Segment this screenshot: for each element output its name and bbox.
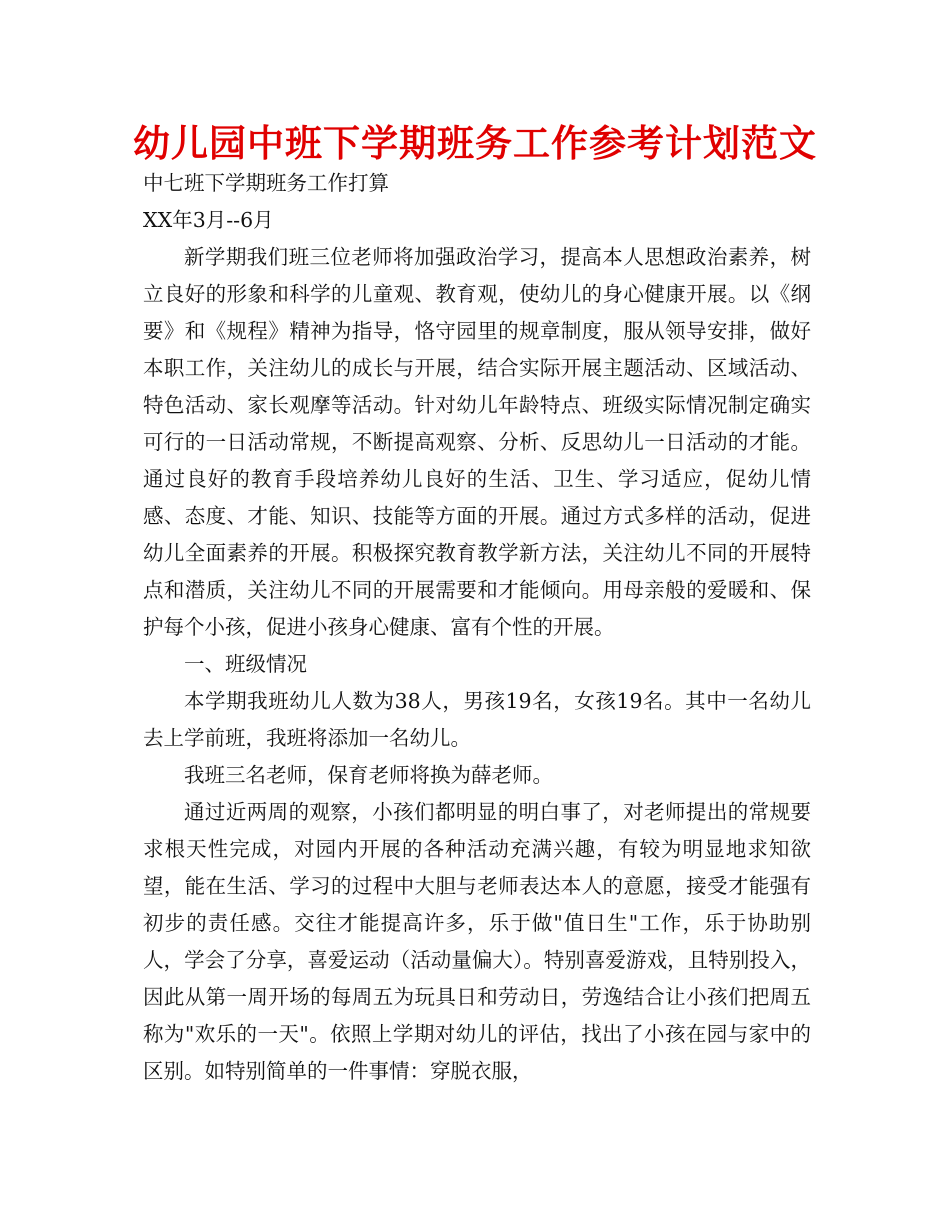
paragraph-observation: 通过近两周的观察，小孩们都明显的明白事了，对老师提出的常规要求根天性完成，对园内开展的各种活动充满兴趣，有较为明显地求知欲望，能在生活、学习的过程中大胆与老师表达本人的意愿，接受才能强有初步的责任感。交往才能提高许多，乐于做"值日生"工作，乐于协助别人，学会了分享，喜爱运动（活动量偏大）。特别喜爱游戏，且特别投入，因此从第一周开场的每周五为玩具日和劳动日，劳逸结合让小孩们把周五称为"欢乐的一天"。依照上学期对幼儿的评估，找出了小孩在园与家中的区别。如特别简单的一件事情：穿脱衣服， — [143, 800, 811, 1083]
paragraph-teachers: 我班三名老师，保育老师将换为薛老师。 — [184, 763, 553, 787]
document-subtitle: 中七班下学期班务工作打算 — [143, 171, 389, 195]
document-title: 幼儿园中班下学期班务工作参考计划范文 — [133, 122, 817, 165]
document-body — [143, 165, 811, 1090]
paragraph-intro: 新学期我们班三位老师将加强政治学习，提高本人思想政治素养，树立良好的形象和科学的儿童观、教育观，使幼儿的身心健康开展。以《纲要》和《规程》精神为指导，恪守园里的规章制度，服从领导安排，做好本职工作，关注幼儿的成长与开展，结合实际开展主题活动、区域活动、特色活动、家长观摩等活动。针对幼儿年龄特点、班级实际情况制定确实可行的一日活动常规，不断提高观察、分析、反思幼儿一日活动的才能。通过良好的教育手段培养幼儿良好的生活、卫生、学习适应，促幼儿情感、态度、才能、知识、技能等方面的开展。通过方式多样的活动，促进幼儿全面素养的开展。积极探究教育教学新方法，关注幼儿不同的开展特点和潜质，关注幼儿不同的开展需要和才能倾向。用母亲般的爱暖和、保护每个小孩，促进小孩身心健康、富有个性的开展。 — [143, 245, 811, 639]
paragraph-class-size: 本学期我班幼儿人数为38人，男孩19名，女孩19名。其中一名幼儿去上学前班，我班将添加一名幼儿。 — [143, 689, 811, 750]
section-heading-class-situation: 一、班级情况 — [184, 652, 307, 676]
date-range: XX年3月--6月 — [143, 208, 274, 232]
